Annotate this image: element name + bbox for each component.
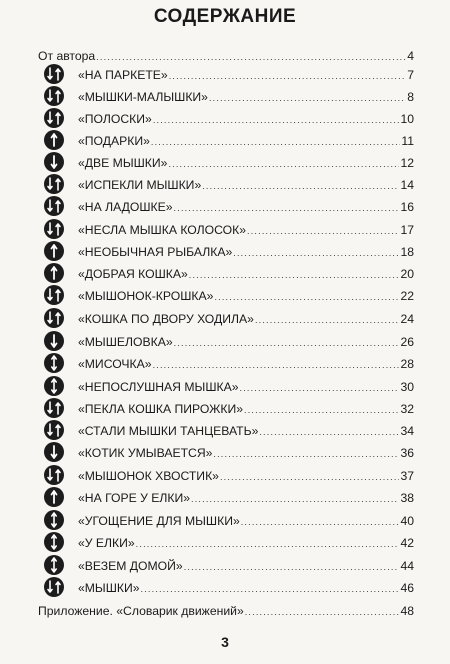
toc-entry	[0, 196, 450, 216]
toc-entry-title: «У ЕЛКИ»	[78, 536, 135, 550]
toc-entry	[0, 353, 450, 373]
dot-leader	[136, 536, 400, 552]
toc-entry	[0, 487, 450, 507]
toc-entry-page: 10	[400, 112, 414, 126]
dot-leader	[233, 245, 399, 261]
toc-entry-line	[78, 535, 414, 551]
dot-leader	[141, 581, 400, 597]
toc-entry-page: 12	[400, 156, 414, 170]
toc-entry	[0, 263, 450, 283]
arrow-down-icon	[44, 331, 64, 351]
toc-entry	[0, 241, 450, 261]
arrows-cross-icon	[44, 196, 64, 216]
toc-entry-line	[78, 288, 414, 304]
toc-entry	[0, 376, 450, 396]
toc-entry-line	[78, 513, 414, 529]
toc-entry-title: «НЕСЛА МЫШКА КОЛОСОК»	[78, 223, 247, 237]
toc-entry-title: «СТАЛИ МЫШКИ ТАНЦЕВАТЬ»	[78, 424, 259, 438]
arrow-up-icon	[44, 487, 64, 507]
arrows-cross-icon	[44, 465, 64, 485]
toc-entry-line	[78, 67, 414, 83]
toc-entry-line	[78, 133, 414, 149]
arrows-cross-icon	[44, 108, 64, 128]
arrows-cross-icon	[44, 86, 64, 106]
dot-leader	[255, 312, 400, 328]
dot-leader	[209, 90, 406, 106]
toc-entry-line	[78, 89, 414, 105]
toc-entry	[0, 308, 450, 328]
toc-entry	[0, 64, 450, 84]
toc-entry-title: «УГОЩЕНИЕ ДЛЯ МЫШКИ»	[78, 514, 240, 528]
toc-entry-page: 4	[407, 49, 414, 63]
dot-leader	[220, 469, 399, 485]
toc-entry	[0, 108, 450, 128]
toc-entry-title: «ВЕЗЕМ ДОМОЙ»	[78, 559, 183, 573]
toc-entry-line	[78, 222, 414, 238]
arrows-cross-icon	[44, 577, 64, 597]
toc-entry-page: 16	[400, 200, 414, 214]
toc-entry-title: «НЕПОСЛУШНАЯ МЫШКА»	[78, 380, 239, 394]
toc-entry-page: 20	[400, 267, 414, 281]
dot-leader	[96, 49, 406, 65]
dot-leader	[214, 289, 399, 305]
toc-entry-page: 14	[400, 178, 414, 192]
dot-leader	[184, 559, 400, 575]
dot-leader	[153, 112, 400, 128]
toc-entry	[0, 442, 450, 462]
toc-entry-page: 26	[400, 335, 414, 349]
toc-entry	[0, 465, 450, 485]
dot-leader	[241, 514, 400, 530]
dot-leader	[151, 134, 400, 150]
toc-entry-page: 24	[400, 312, 414, 326]
toc-entry	[0, 577, 450, 597]
toc-entry	[0, 600, 450, 620]
toc-entry-line	[78, 558, 414, 574]
toc-entry-page: 37	[400, 469, 414, 483]
dot-leader	[168, 156, 399, 172]
toc-entry-line	[78, 311, 414, 327]
toc-entry-page: 44	[400, 559, 414, 573]
toc-entry	[0, 532, 450, 552]
toc-entry-line	[38, 603, 414, 619]
toc-entry-title: «МЫШОНОК ХВОСТИК»	[78, 469, 219, 483]
toc-entry-title: «НА ЛАДОШКЕ»	[78, 200, 173, 214]
toc-entry-line	[78, 468, 414, 484]
toc-entry-line	[78, 356, 414, 372]
dot-leader	[244, 402, 399, 418]
toc-entry-page: 38	[400, 491, 414, 505]
arrow-up-icon	[44, 263, 64, 283]
dot-leader	[174, 335, 400, 351]
dot-leader	[169, 68, 407, 84]
toc-entry-line	[78, 155, 414, 171]
toc-entry-line	[78, 379, 414, 395]
arrows-cross-icon	[44, 64, 64, 84]
toc-entry-title: «МИСОЧКА»	[78, 357, 152, 371]
toc-entry-line	[78, 177, 414, 193]
arrows-updown-icon	[44, 532, 64, 552]
arrows-cross-icon	[44, 308, 64, 328]
toc-entry-page: 42	[400, 536, 414, 550]
toc-entry-page: 18	[400, 245, 414, 259]
toc-entry	[0, 219, 450, 239]
arrows-cross-icon	[44, 285, 64, 305]
toc-entry-page: 34	[400, 424, 414, 438]
toc-entry-page: 11	[401, 134, 414, 148]
toc-entry	[0, 331, 450, 351]
toc-entry-line	[78, 580, 414, 596]
arrows-cross-icon	[44, 219, 64, 239]
dot-leader	[259, 424, 399, 440]
dot-leader	[174, 200, 400, 216]
toc-entry-title: «ПЕКЛА КОШКА ПИРОЖКИ»	[78, 402, 243, 416]
toc-entry-page: 36	[400, 446, 414, 460]
toc-entry-page: 28	[400, 357, 414, 371]
arrow-down-icon	[44, 152, 64, 172]
arrows-cross-icon	[44, 420, 64, 440]
toc-entry-title: «КОТИК УМЫВАЕТСЯ»	[78, 446, 213, 460]
toc-entry-line	[78, 423, 414, 439]
toc-entry-page: 22	[400, 289, 414, 303]
toc-entry-line	[78, 445, 414, 461]
toc-entry-page: 8	[407, 90, 414, 104]
dot-leader	[247, 223, 399, 239]
toc-entry-title: От автора	[38, 49, 96, 63]
dot-leader	[240, 380, 400, 396]
toc-entry	[0, 86, 450, 106]
toc-entry	[0, 285, 450, 305]
toc-entry-title: «МЫШЕЛОВКА»	[78, 335, 173, 349]
toc-entry-title: «ПОЛОСКИ»	[78, 112, 152, 126]
arrows-cross-icon	[44, 398, 64, 418]
arrow-up-icon	[44, 241, 64, 261]
toc-entry-title: «НЕОБЫЧНАЯ РЫБАЛКА»	[78, 245, 233, 259]
toc-entry	[0, 152, 450, 172]
arrows-updown-icon	[44, 555, 64, 575]
toc-entry-title: «ПОДАРКИ»	[78, 134, 150, 148]
arrow-up-icon	[44, 130, 64, 150]
dot-leader	[245, 604, 400, 620]
page-title: СОДЕРЖАНИЕ	[153, 6, 297, 27]
toc-entry-title: «НА ГОРЕ У ЕЛКИ»	[78, 491, 191, 505]
toc-entry-line	[78, 401, 414, 417]
toc-entry-title: «КОШКА ПО ДВОРУ ХОДИЛА»	[78, 312, 254, 326]
toc-entry-title: «МЫШОНОК-КРОШКА»	[78, 289, 214, 303]
toc-entry-title: «МЫШКИ-МАЛЫШКИ»	[78, 90, 208, 104]
toc-entry	[0, 174, 450, 194]
toc-entry	[0, 130, 450, 150]
toc-entry-page: 48	[400, 604, 414, 618]
dot-leader	[153, 357, 400, 373]
toc-entry	[0, 45, 450, 65]
toc-entry-page: 40	[400, 514, 414, 528]
toc-entry	[0, 398, 450, 418]
toc-entry-page: 46	[400, 581, 414, 595]
arrows-updown-icon	[44, 376, 64, 396]
toc-entry-title: «ДВЕ МЫШКИ»	[78, 156, 168, 170]
arrows-updown-icon	[44, 353, 64, 373]
arrows-updown-icon	[44, 510, 64, 530]
toc-entry-title: «МЫШКИ»	[78, 581, 140, 595]
toc-entry-title: Приложение. «Словарик движений»	[38, 604, 244, 618]
toc-entry-line	[78, 490, 414, 506]
toc-entry-page: 7	[407, 68, 414, 82]
arrow-down-icon	[44, 442, 64, 462]
dot-leader	[191, 491, 399, 507]
toc-entry-line	[78, 199, 414, 215]
dot-leader	[202, 178, 399, 194]
toc-entry-line	[78, 266, 414, 282]
toc-entry	[0, 510, 450, 530]
toc-entry-title: «НА ПАРКЕТЕ»	[78, 68, 168, 82]
toc-entry-page: 30	[400, 380, 414, 394]
toc-entry-line	[78, 334, 414, 350]
toc-entry-page: 32	[400, 402, 414, 416]
toc-entry-page: 17	[400, 223, 414, 237]
dot-leader	[213, 446, 399, 462]
toc-entry	[0, 420, 450, 440]
page-number: 3	[221, 634, 229, 650]
toc-entry-title: «ДОБРАЯ КОШКА»	[78, 267, 188, 281]
toc-entry-line	[38, 48, 414, 64]
toc-entry-title: «ИСПЕКЛИ МЫШКИ»	[78, 178, 202, 192]
toc-entry-line	[78, 244, 414, 260]
toc-entry	[0, 555, 450, 575]
toc-entry-line	[78, 111, 414, 127]
dot-leader	[189, 267, 400, 283]
arrows-cross-icon	[44, 174, 64, 194]
